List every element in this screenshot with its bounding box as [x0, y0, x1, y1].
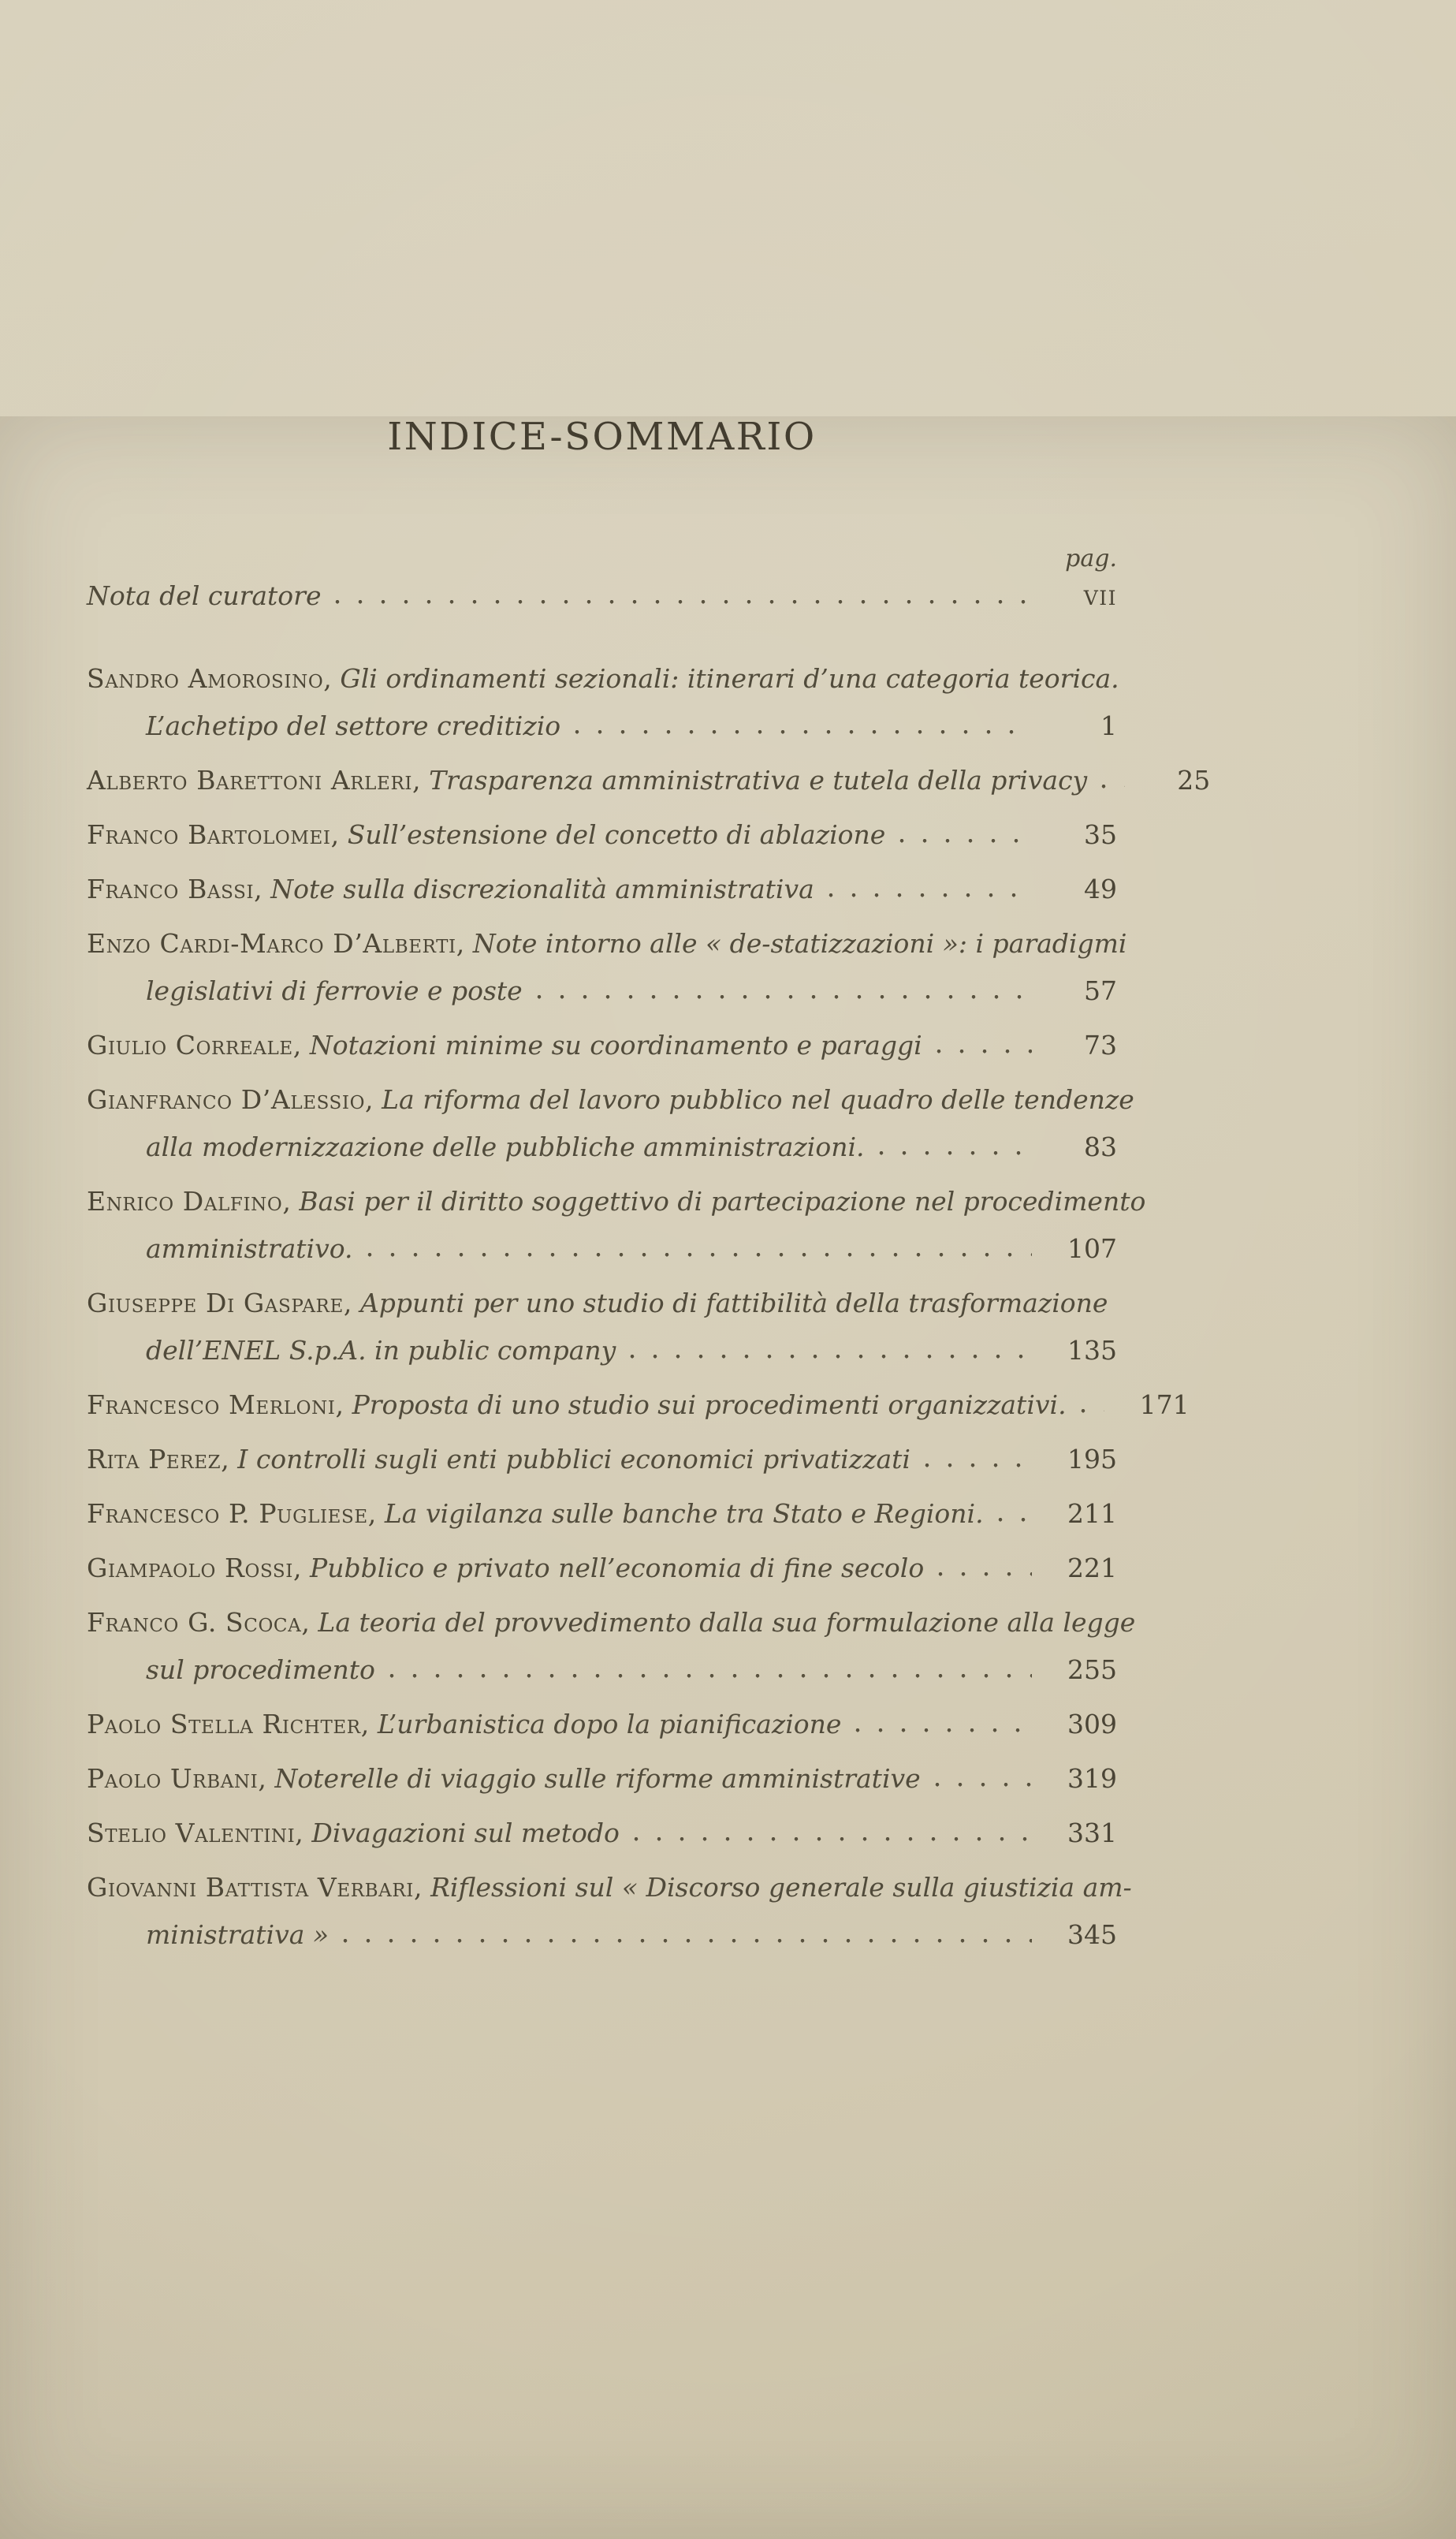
- entry-title: Divagazioni sul metodo: [311, 1818, 620, 1848]
- entry-page-number: 195: [1067, 1444, 1117, 1475]
- entry-title-continuation: legislativi di ferrovie e poste: [146, 975, 523, 1006]
- dot-leader: [1101, 784, 1125, 789]
- entry-page-number: 73: [1084, 1030, 1117, 1061]
- entry-page-number: 345: [1067, 1919, 1117, 1950]
- entry-author: Enzo Cardi-Marco D’Alberti,: [87, 928, 465, 959]
- toc-entry: [87, 1381, 1190, 1429]
- entry-title: Appunti per uno studio di fattibilità della trasformazione: [359, 1288, 1108, 1318]
- entry-page-number: 331: [1067, 1818, 1117, 1848]
- entry-author: Francesco P. Pugliese,: [87, 1498, 377, 1529]
- entry-page-number: 35: [1084, 819, 1117, 850]
- toc-entry: [87, 811, 1117, 859]
- page-column-header: pag.: [1065, 545, 1117, 572]
- entry-author: Giuseppe Di Gaspare,: [87, 1288, 352, 1318]
- dot-leader: [389, 1673, 1032, 1679]
- toc-entry: [87, 1178, 1146, 1273]
- toc-entry: [87, 1810, 1117, 1857]
- entry-page-number: 221: [1067, 1553, 1117, 1583]
- toc-entry: [87, 572, 1117, 622]
- entry-title: Sull’estensione del concetto di ablazione: [347, 819, 886, 850]
- toc-page: [87, 415, 1211, 1959]
- entry-author: Giovanni Battista Verbari,: [87, 1872, 423, 1903]
- entry-title-continuation: alla modernizzazione delle pubbliche amministrazioni.: [146, 1132, 865, 1162]
- entry-page-number: 83: [1084, 1132, 1117, 1162]
- entry-author: Paolo Stella Richter,: [87, 1709, 370, 1739]
- entry-author: Giampaolo Rossi,: [87, 1553, 303, 1583]
- toc-entry: [87, 920, 1127, 1015]
- toc-entry: [87, 1022, 1117, 1069]
- entry-page-number: 255: [1067, 1654, 1117, 1685]
- entry-title: Pubblico e privato nell’economia di fine secolo: [310, 1553, 925, 1583]
- dot-leader: [899, 838, 1032, 844]
- toc-entry: [87, 1864, 1132, 1959]
- toc-entry: [87, 1280, 1117, 1374]
- toc-entry: [87, 1490, 1117, 1538]
- entry-author: Alberto Barettoni Arleri,: [87, 765, 422, 796]
- entry-title-continuation: dell’ENEL S.p.A. in public company: [146, 1335, 616, 1366]
- dot-leader: [829, 893, 1032, 898]
- entry-title: L’urbanistica dopo la pianificazione: [377, 1709, 842, 1739]
- entry-author: Franco G. Scoca,: [87, 1607, 311, 1638]
- toc-entry: [87, 1076, 1134, 1171]
- entry-author: Stelio Valentini,: [87, 1818, 304, 1848]
- page-title: INDICE-SOMMARIO: [387, 415, 817, 459]
- dot-leader: [855, 1728, 1032, 1733]
- entry-title: La riforma del lavoro pubblico nel quadro delle tendenze: [382, 1084, 1134, 1115]
- dot-leader: [630, 1354, 1032, 1359]
- entry-page-number: 49: [1084, 874, 1117, 904]
- entry-page-number: 319: [1067, 1763, 1117, 1794]
- entry-page-number: 107: [1067, 1233, 1117, 1264]
- entry-author: Francesco Merloni,: [87, 1389, 344, 1420]
- dot-leader: [879, 1150, 1032, 1156]
- entry-title: Noterelle di viaggio sulle riforme amministrative: [274, 1763, 921, 1794]
- toc-entry: [87, 655, 1117, 750]
- dot-leader: [938, 1571, 1032, 1577]
- entry-title: I controlli sugli enti pubblici economici privatizzati: [237, 1444, 910, 1475]
- entry-page-number: 171: [1139, 1389, 1190, 1420]
- entry-title: La teoria del provvedimento dalla sua formulazione alla legge: [318, 1607, 1136, 1638]
- entry-author: Giulio Correale,: [87, 1030, 302, 1061]
- toc-entry: [87, 1599, 1136, 1694]
- dot-leader: [335, 599, 1032, 605]
- toc-entry: [87, 1545, 1117, 1592]
- entry-page-number: 1: [1100, 710, 1117, 741]
- entry-title-continuation: L’achetipo del settore creditizio: [146, 710, 561, 741]
- entry-title: Proposta di uno studio sui procedimenti organizzativi.: [352, 1389, 1067, 1420]
- entry-title: Note intorno alle « de-statizzazioni »: i paradigmi: [472, 928, 1127, 959]
- toc-entries: [87, 572, 1211, 1959]
- entry-author: Gianfranco D’Alessio,: [87, 1084, 374, 1115]
- entry-author: Franco Bassi,: [87, 874, 263, 904]
- entry-title: Note sulla discrezionalità amministrativa: [270, 874, 814, 904]
- toc-entry: [87, 1755, 1117, 1803]
- dot-leader: [575, 729, 1032, 735]
- entry-page-number: 57: [1084, 975, 1117, 1006]
- entry-title-continuation: sul procedimento: [146, 1654, 375, 1685]
- toc-entry: [87, 1701, 1117, 1748]
- toc-entry: [87, 866, 1117, 913]
- entry-page-number: 309: [1067, 1709, 1117, 1739]
- dot-leader: [925, 1463, 1032, 1468]
- entry-page-number: 135: [1067, 1335, 1117, 1366]
- entry-title: Trasparenza amministrativa e tutela della privacy: [429, 765, 1088, 796]
- entry-author: Enrico Dalfino,: [87, 1186, 292, 1217]
- toc-entry: [87, 1436, 1117, 1483]
- entry-title: Basi per il diritto soggettivo di partecipazione nel procedimento: [299, 1186, 1146, 1217]
- entry-title: La vigilanza sulle banche tra Stato e Regioni.: [384, 1498, 984, 1529]
- entry-title-continuation: ministrativa »: [146, 1919, 330, 1950]
- entry-page-number: 211: [1067, 1498, 1117, 1529]
- dot-leader: [367, 1252, 1032, 1258]
- dot-leader: [343, 1938, 1032, 1944]
- entry-author: Franco Bartolomei,: [87, 819, 340, 850]
- dot-leader: [937, 1049, 1032, 1054]
- dot-leader: [998, 1517, 1032, 1523]
- dot-leader: [537, 994, 1032, 1000]
- entry-author: Sandro Amorosino,: [87, 663, 333, 694]
- entry-title-continuation: amministrativo.: [146, 1233, 353, 1264]
- entry-page-number: VII: [1083, 587, 1117, 610]
- dot-leader: [634, 1836, 1032, 1842]
- entry-title: Nota del curatore: [87, 580, 322, 611]
- dot-leader: [935, 1782, 1032, 1788]
- entry-title: Notazioni minime su coordinamento e paraggi: [309, 1030, 922, 1061]
- entry-page-number: 25: [1177, 765, 1211, 796]
- toc-entry: [87, 757, 1211, 804]
- entry-title: Riflessioni sul « Discorso generale sulla giustizia am-: [430, 1872, 1132, 1903]
- entry-title: Gli ordinamenti sezionali: itinerari d’una categoria teorica.: [340, 663, 1119, 694]
- dot-leader: [1081, 1408, 1104, 1414]
- entry-author: Rita Perez,: [87, 1444, 230, 1475]
- entry-author: Paolo Urbani,: [87, 1763, 267, 1794]
